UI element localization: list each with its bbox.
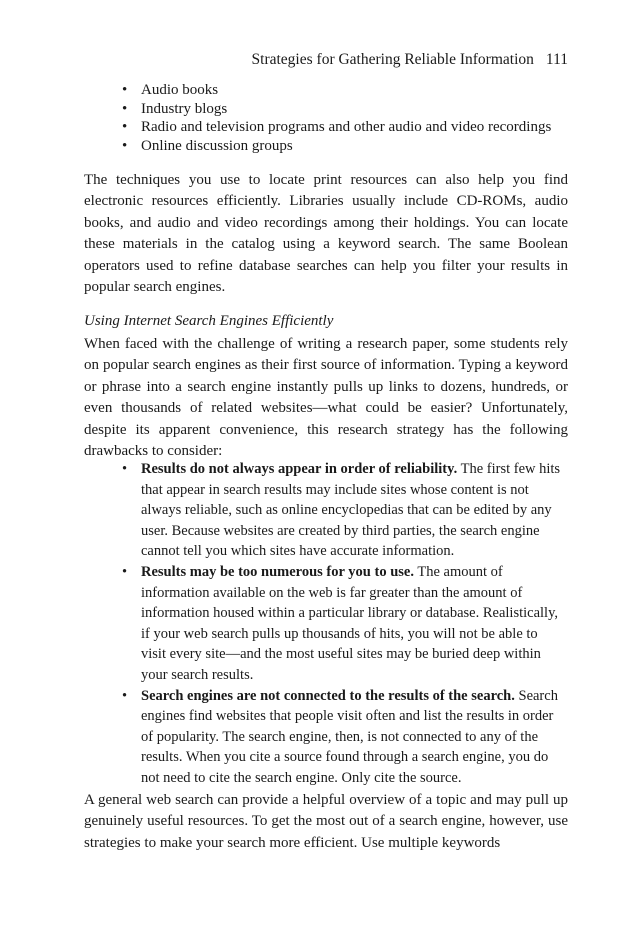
- list-item: • Audio books: [122, 81, 551, 100]
- running-head: [252, 50, 568, 70]
- body-paragraph: The techniques you use to locate print resources can also help you find electronic resources efficiently. Libraries usually include CD-ROMs, audio books, and audio and video recordings among their holdings. You can locate these materials in the catalog using a keyword search. The same Boolean operators used to refine database searches can help you filter your results in popular search engines.: [84, 172, 568, 296]
- drawback-text: The amount of information available on the web is far greater than the amount of information housed within a particular library or database. Realistically, if your web search pulls up thousands of hits, you will not be able to visit every site—and the most useful sites may be buried deep within your search results.: [141, 563, 559, 683]
- body-paragraph: When faced with the challenge of writing a research paper, some students rely on popular search engines as their first source of information. Typing a keyword or phrase into a search engine instantly pulls up links to dozens, hundreds, or even thousands of related websites—what could be easier? Unfortunately, despite its apparent convenience, this research strategy has the following drawbacks to consider:: [84, 336, 568, 460]
- page-number: 111: [545, 51, 568, 68]
- drawback-lead: Results may be too numerous for you to use.: [141, 563, 414, 580]
- resource-type-list: [122, 81, 551, 155]
- drawback-lead: Results do not always appear in order of reliability.: [141, 461, 458, 477]
- drawback-text: The first few hits that appear in search results may include sites whose content is not always reliable, such as online encyclopedias that can be edited by any user. Because websites are created by third parties, the search engine cannot tell you which sites have accurate information.: [141, 461, 561, 560]
- list-item: • Industry blogs: [122, 100, 551, 119]
- list-item: • Radio and television programs and other audio and video recordings: [122, 118, 551, 137]
- drawback-item: [122, 562, 564, 686]
- drawback-item: [122, 686, 564, 789]
- body-paragraph: A general web search can provide a helpful overview of a topic and may pull up genuinely useful resources. To get the most out of a search engine, however, use strategies to make your search more efficient. Use multiple keywords: [84, 792, 568, 851]
- drawback-lead: Search engines are not connected to the results of the search.: [141, 687, 515, 704]
- list-item: • Online discussion groups: [122, 137, 551, 156]
- drawbacks-list: [122, 459, 564, 789]
- drawback-item: [122, 459, 564, 562]
- drawback-text: Search engines find websites that people visit often and list the results in order of popularity. The search engine, then, is not connected to any of the results. When you cite a source found through a search engine, you do not need to cite the search engine. Only cite the source.: [141, 687, 558, 786]
- section-subheading: Using Internet Search Engines Efficiently: [84, 313, 334, 329]
- running-head-title: Strategies for Gathering Reliable Information: [251, 51, 534, 68]
